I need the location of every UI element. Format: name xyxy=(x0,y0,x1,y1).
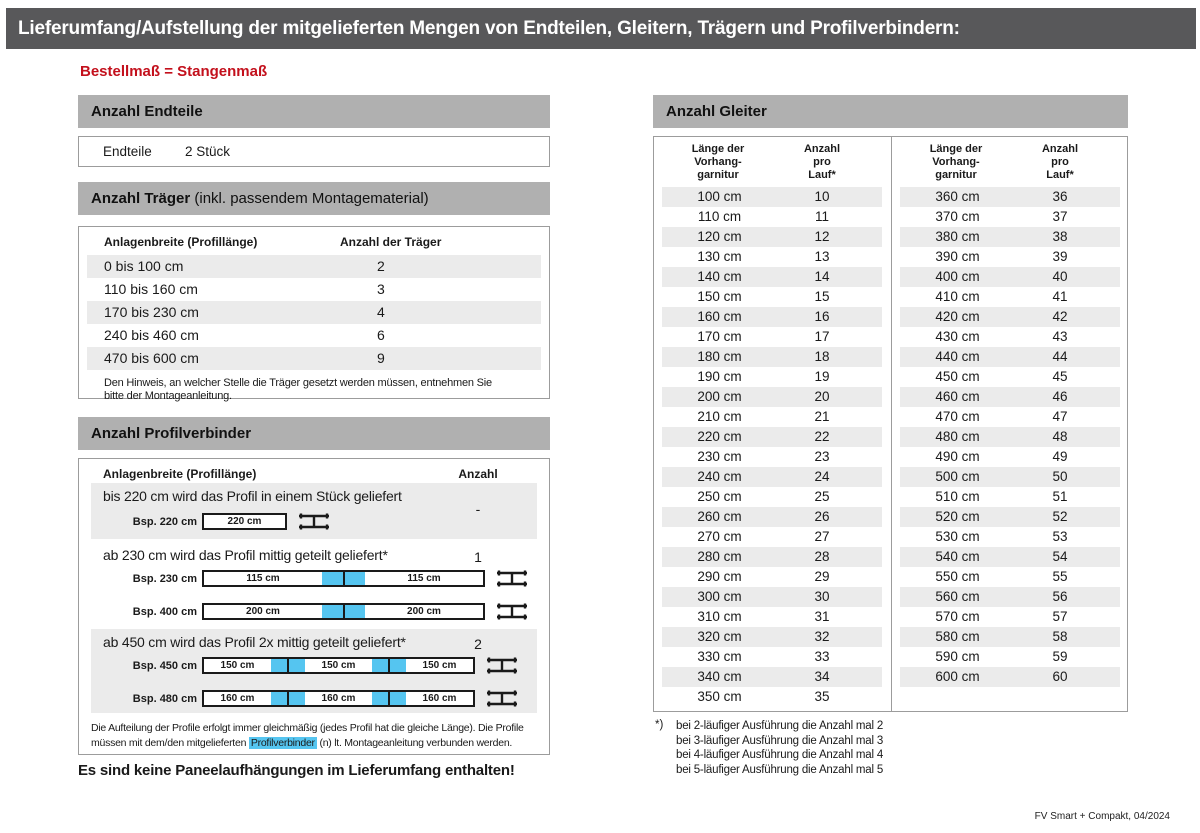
gleiter-count-cell: 37 xyxy=(1052,209,1068,224)
profile-segment: 220 cm xyxy=(227,516,262,527)
gleiter-length-cell: 330 cm xyxy=(697,649,742,664)
table-row xyxy=(662,247,882,267)
gleiter-footnotes xyxy=(676,719,883,777)
pv-block-count: - xyxy=(475,501,481,517)
example-label: Bsp. 400 cm xyxy=(132,605,197,618)
table-row xyxy=(900,267,1120,287)
table-row xyxy=(662,187,882,207)
gleiter-count-cell: 25 xyxy=(814,489,830,504)
no-paneel-note: Es sind keine Paneelaufhängungen im Lieferumfang enthalten! xyxy=(78,762,515,779)
gleiter-count-cell: 13 xyxy=(814,249,830,264)
gleiter-length-cell: 200 cm xyxy=(697,389,742,404)
table-row xyxy=(900,367,1120,387)
gleiter-count-cell: 27 xyxy=(814,529,830,544)
gleiter-count-cell: 11 xyxy=(814,209,829,224)
table-row xyxy=(900,327,1120,347)
gleiter-length-cell: 340 cm xyxy=(697,669,742,684)
gleiter-count-cell: 45 xyxy=(1052,369,1068,384)
gleiter-table-left-half xyxy=(654,137,890,711)
endteile-box xyxy=(78,136,550,167)
table-row xyxy=(900,527,1120,547)
gleiter-length-cell: 270 cm xyxy=(697,529,742,544)
gleiter-count-cell: 53 xyxy=(1052,529,1068,544)
gleiter-count-cell: 48 xyxy=(1052,429,1068,444)
table-row xyxy=(662,267,882,287)
gleiter-count-cell: 18 xyxy=(814,349,830,364)
table-row xyxy=(87,278,541,301)
gleiter-length-cell: 410 cm xyxy=(935,289,980,304)
gleiter-count-cell: 12 xyxy=(814,229,830,244)
profilverbinder-note xyxy=(87,721,543,751)
footnote-marker: *) xyxy=(655,719,664,731)
table-row xyxy=(900,607,1120,627)
pv-block-count: 1 xyxy=(474,549,482,565)
pv-block-text: ab 230 cm wird das Profil mittig geteilt geliefert* xyxy=(103,547,388,563)
table-row xyxy=(662,607,882,627)
profile-connector-marker xyxy=(271,659,305,672)
gleiter-length-cell: 100 cm xyxy=(697,189,742,204)
table-row xyxy=(662,427,882,447)
gleiter-length-cell: 110 cm xyxy=(697,209,742,224)
endteile-value: 2 Stück xyxy=(185,144,231,159)
page-title-bar xyxy=(6,8,1196,49)
gleiter-count-cell: 16 xyxy=(814,309,830,324)
table-row xyxy=(900,567,1120,587)
gleiter-length-cell: 540 cm xyxy=(935,549,980,564)
table-row xyxy=(900,627,1120,647)
table-row xyxy=(662,327,882,347)
gleiter-length-cell: 220 cm xyxy=(697,429,742,444)
table-row xyxy=(900,447,1120,467)
gleiter-count-cell: 39 xyxy=(1052,249,1068,264)
pv-note-text-1: Die Aufteilung der Profile erfolgt immer gleichmäßig (jedes Profil hat die gleiche Länge). Die Profile müssen mit dem/den mitgelieferten xyxy=(91,722,524,749)
pv-block-from-450 xyxy=(91,629,537,713)
table-row xyxy=(900,467,1120,487)
gleiter-length-cell: 210 cm xyxy=(697,409,742,424)
rail-profile-icon xyxy=(297,512,331,531)
gleiter-length-cell: 160 cm xyxy=(697,309,742,324)
table-row xyxy=(900,307,1120,327)
gleiter-count-cell: 29 xyxy=(814,569,830,584)
gleiter-count-cell: 24 xyxy=(814,469,830,484)
gleiter-length-cell: 470 cm xyxy=(935,409,980,424)
footnote-line: bei 3-läufiger Ausführung die Anzahl mal 3 xyxy=(676,734,884,747)
table-row xyxy=(900,407,1120,427)
gleiter-count-cell: 35 xyxy=(814,689,830,704)
pv-block-count: 2 xyxy=(474,636,482,652)
rail-profile-icon xyxy=(495,569,529,588)
gleiter-length-cell: 230 cm xyxy=(697,449,742,464)
gleiter-length-cell: 360 cm xyxy=(935,189,980,204)
gleiter-count-cell: 28 xyxy=(814,549,830,564)
gleiter-length-cell: 550 cm xyxy=(935,569,980,584)
gleiter-length-cell: 180 cm xyxy=(697,349,742,364)
table-row xyxy=(662,667,882,687)
profile-bar-diagram xyxy=(202,690,475,707)
pv-block-text: bis 220 cm wird das Profil in einem Stück geliefert xyxy=(103,488,402,504)
footnote-line: bei 2-läufiger Ausführung die Anzahl mal 2 xyxy=(676,720,884,732)
profile-segment: 150 cm xyxy=(422,660,457,671)
section-header-traeger-suffix: (inkl. passendem Montagematerial) xyxy=(190,190,429,207)
profile-segment: 150 cm xyxy=(220,660,255,671)
gleiter-count-cell: 47 xyxy=(1052,409,1068,424)
gleiter-count-cell: 20 xyxy=(814,389,830,404)
gleiter-col1-header: Länge der Vorhang- garnitur xyxy=(691,143,745,181)
rail-profile-icon xyxy=(495,602,529,621)
table-row xyxy=(662,347,882,367)
gleiter-length-cell: 310 cm xyxy=(697,609,742,624)
section-header-traeger-label: Anzahl Träger xyxy=(91,190,191,207)
rail-profile-icon xyxy=(485,656,519,675)
traeger-col1-header: Anlagenbreite (Profillänge) xyxy=(104,235,258,249)
table-row xyxy=(900,227,1120,247)
gleiter-length-cell: 490 cm xyxy=(935,449,980,464)
order-measure-note: Bestellmaß = Stangenmaß xyxy=(80,63,268,80)
profile-segment: 150 cm xyxy=(321,660,356,671)
gleiter-length-cell: 530 cm xyxy=(935,529,980,544)
profile-example-row xyxy=(91,569,537,588)
section-header-gleiter xyxy=(653,95,1128,128)
gleiter-length-cell: 170 cm xyxy=(697,329,742,344)
table-row xyxy=(87,347,541,370)
endteile-label: Endteile xyxy=(103,144,152,159)
gleiter-count-cell: 34 xyxy=(814,669,830,684)
table-row xyxy=(662,647,882,667)
gleiter-length-cell: 440 cm xyxy=(935,349,980,364)
section-header-endteile xyxy=(78,95,550,128)
traeger-count-cell: 2 xyxy=(377,258,385,274)
table-row xyxy=(900,427,1120,447)
gleiter-col1-header: Länge der Vorhang- garnitur xyxy=(929,143,983,181)
gleiter-length-cell: 400 cm xyxy=(935,269,980,284)
gleiter-length-cell: 450 cm xyxy=(935,369,980,384)
gleiter-count-cell: 32 xyxy=(814,629,830,644)
gleiter-length-cell: 140 cm xyxy=(697,269,742,284)
table-row xyxy=(662,567,882,587)
gleiter-count-cell: 14 xyxy=(814,269,830,284)
profile-segment: 115 cm xyxy=(246,573,280,584)
gleiter-count-cell: 10 xyxy=(814,189,830,204)
gleiter-count-cell: 58 xyxy=(1052,629,1068,644)
table-row xyxy=(662,447,882,467)
profile-segment: 115 cm xyxy=(407,573,441,584)
table-row xyxy=(662,367,882,387)
gleiter-count-cell: 57 xyxy=(1052,609,1068,624)
traeger-range-cell: 470 bis 600 cm xyxy=(104,350,199,366)
table-row xyxy=(900,507,1120,527)
table-row xyxy=(662,587,882,607)
gleiter-count-cell: 42 xyxy=(1052,309,1068,324)
traeger-rows xyxy=(79,255,549,370)
gleiter-col2-header: Anzahl pro Lauf* xyxy=(803,143,841,181)
gleiter-table xyxy=(653,136,1128,712)
gleiter-length-cell: 380 cm xyxy=(935,229,980,244)
profile-segment: 160 cm xyxy=(220,693,255,704)
gleiter-rows-right xyxy=(892,187,1128,687)
profile-segment: 160 cm xyxy=(422,693,457,704)
traeger-range-cell: 240 bis 460 cm xyxy=(104,327,199,343)
gleiter-count-cell: 52 xyxy=(1052,509,1068,524)
gleiter-count-cell: 59 xyxy=(1052,649,1068,664)
gleiter-count-cell: 40 xyxy=(1052,269,1068,284)
table-row xyxy=(662,287,882,307)
table-row xyxy=(900,487,1120,507)
table-row xyxy=(662,407,882,427)
gleiter-length-cell: 520 cm xyxy=(935,509,980,524)
profilverbinder-table-header xyxy=(79,459,549,483)
gleiter-count-cell: 56 xyxy=(1052,589,1068,604)
gleiter-length-cell: 350 cm xyxy=(697,689,742,704)
gleiter-count-cell: 51 xyxy=(1052,489,1068,504)
gleiter-length-cell: 120 cm xyxy=(697,229,742,244)
gleiter-count-cell: 30 xyxy=(814,589,830,604)
traeger-range-cell: 110 bis 160 cm xyxy=(104,281,198,297)
table-row xyxy=(662,467,882,487)
pv-col2-header: Anzahl xyxy=(458,467,498,481)
pv-note-text-2: (n) lt. Montageanleitung verbunden werden. xyxy=(316,737,513,749)
gleiter-length-cell: 370 cm xyxy=(935,209,980,224)
gleiter-length-cell: 500 cm xyxy=(935,469,980,484)
profile-segment: 200 cm xyxy=(407,606,441,617)
gleiter-count-cell: 55 xyxy=(1052,569,1068,584)
gleiter-length-cell: 150 cm xyxy=(697,289,742,304)
gleiter-count-cell: 33 xyxy=(814,649,830,664)
table-row xyxy=(900,587,1120,607)
section-header-endteile-label: Anzahl Endteile xyxy=(91,103,203,120)
gleiter-length-cell: 320 cm xyxy=(697,629,742,644)
traeger-count-cell: 9 xyxy=(377,350,385,366)
table-row xyxy=(662,487,882,507)
profile-bar-diagram xyxy=(202,603,485,620)
table-row xyxy=(662,387,882,407)
profile-bar-diagram xyxy=(202,513,287,530)
pv-block-up-to-220 xyxy=(91,483,537,539)
gleiter-header-right xyxy=(892,137,1128,187)
gleiter-length-cell: 240 cm xyxy=(697,469,742,484)
gleiter-length-cell: 480 cm xyxy=(935,429,980,444)
gleiter-count-cell: 46 xyxy=(1052,389,1068,404)
gleiter-length-cell: 430 cm xyxy=(935,329,980,344)
gleiter-length-cell: 190 cm xyxy=(697,369,742,384)
example-label: Bsp. 480 cm xyxy=(132,692,197,705)
table-row xyxy=(662,207,882,227)
profilverbinder-table xyxy=(78,458,550,755)
gleiter-count-cell: 31 xyxy=(814,609,830,624)
gleiter-count-cell: 49 xyxy=(1052,449,1068,464)
example-label: Bsp. 450 cm xyxy=(132,659,197,672)
section-header-traeger xyxy=(78,182,550,215)
profile-connector-marker xyxy=(372,659,406,672)
gleiter-count-cell: 38 xyxy=(1052,229,1068,244)
table-row xyxy=(662,547,882,567)
traeger-note: Den Hinweis, an welcher Stelle die Träger gesetzt werden müssen, entnehmen Sie bitte der Montageanleitung. xyxy=(104,377,492,402)
footnote-line: bei 4-läufiger Ausführung die Anzahl mal 4 xyxy=(676,749,884,761)
table-row xyxy=(662,627,882,647)
gleiter-count-cell: 15 xyxy=(814,289,830,304)
pv-block-from-230 xyxy=(91,542,537,626)
profile-bar-diagram xyxy=(202,570,485,587)
traeger-range-cell: 170 bis 230 cm xyxy=(104,304,199,320)
gleiter-count-cell: 54 xyxy=(1052,549,1068,564)
gleiter-length-cell: 580 cm xyxy=(935,629,980,644)
gleiter-count-cell: 22 xyxy=(814,429,830,444)
gleiter-count-cell: 44 xyxy=(1052,349,1068,364)
table-row xyxy=(900,247,1120,267)
gleiter-count-cell: 26 xyxy=(814,509,830,524)
page-title: Lieferumfang/Aufstellung der mitgelieferten Mengen von Endteilen, Gleitern, Trägern und Profilverbindern: xyxy=(18,18,960,39)
table-row xyxy=(900,347,1120,367)
gleiter-length-cell: 510 cm xyxy=(935,489,980,504)
gleiter-count-cell: 60 xyxy=(1052,669,1068,684)
table-row xyxy=(662,507,882,527)
profile-example-row xyxy=(91,689,537,708)
profile-example-row xyxy=(91,656,537,675)
gleiter-length-cell: 280 cm xyxy=(697,549,742,564)
table-row xyxy=(87,255,541,278)
gleiter-length-cell: 570 cm xyxy=(935,609,980,624)
gleiter-length-cell: 260 cm xyxy=(697,509,742,524)
gleiter-length-cell: 420 cm xyxy=(935,309,980,324)
gleiter-length-cell: 600 cm xyxy=(935,669,980,684)
gleiter-col2-header: Anzahl pro Lauf* xyxy=(1041,143,1079,181)
gleiter-length-cell: 290 cm xyxy=(697,569,742,584)
gleiter-length-cell: 250 cm xyxy=(697,489,742,504)
gleiter-header-left xyxy=(654,137,890,187)
pv-block-text: ab 450 cm wird das Profil 2x mittig geteilt geliefert* xyxy=(103,634,406,650)
gleiter-count-cell: 43 xyxy=(1052,329,1068,344)
profile-example-row xyxy=(91,602,537,621)
traeger-count-cell: 3 xyxy=(377,281,385,297)
gleiter-length-cell: 590 cm xyxy=(935,649,980,664)
traeger-count-cell: 6 xyxy=(377,327,385,343)
gleiter-count-cell: 23 xyxy=(814,449,830,464)
gleiter-count-cell: 21 xyxy=(814,409,830,424)
gleiter-count-cell: 19 xyxy=(814,369,830,384)
section-header-gleiter-label: Anzahl Gleiter xyxy=(666,103,767,120)
table-row xyxy=(662,527,882,547)
table-row xyxy=(900,547,1120,567)
table-row xyxy=(900,647,1120,667)
gleiter-table-right-half xyxy=(891,137,1128,711)
profile-connector-marker xyxy=(372,692,406,705)
pv-col1-header: Anlagenbreite (Profillänge) xyxy=(103,467,257,481)
gleiter-count-cell: 36 xyxy=(1052,189,1068,204)
profile-connector-marker xyxy=(322,605,365,618)
gleiter-count-cell: 50 xyxy=(1052,469,1068,484)
table-row xyxy=(662,307,882,327)
gleiter-count-cell: 17 xyxy=(814,329,830,344)
pv-note-highlight: Profilverbinder xyxy=(250,737,315,749)
profile-bar-diagram xyxy=(202,657,475,674)
document-footer: FV Smart + Compakt, 04/2024 xyxy=(1034,811,1170,822)
section-header-profilverbinder xyxy=(78,417,550,450)
table-row xyxy=(662,227,882,247)
traeger-range-cell: 0 bis 100 cm xyxy=(104,258,184,274)
profile-segment: 200 cm xyxy=(246,606,280,617)
rail-profile-icon xyxy=(485,689,519,708)
traeger-col2-header: Anzahl der Träger xyxy=(340,235,442,249)
gleiter-length-cell: 300 cm xyxy=(697,589,742,604)
profile-connector-marker xyxy=(271,692,305,705)
traeger-count-cell: 4 xyxy=(377,304,385,320)
gleiter-length-cell: 460 cm xyxy=(935,389,980,404)
example-label: Bsp. 230 cm xyxy=(132,572,197,585)
profile-connector-marker xyxy=(322,572,365,585)
gleiter-length-cell: 560 cm xyxy=(935,589,980,604)
example-label: Bsp. 220 cm xyxy=(132,515,197,528)
footnote-line: bei 5-läufiger Ausführung die Anzahl mal 5 xyxy=(676,763,884,776)
table-row xyxy=(900,387,1120,407)
table-row xyxy=(87,324,541,347)
traeger-table-header xyxy=(87,227,541,255)
table-row xyxy=(900,207,1120,227)
gleiter-length-cell: 130 cm xyxy=(697,249,742,264)
gleiter-length-cell: 390 cm xyxy=(935,249,980,264)
table-row xyxy=(900,187,1120,207)
traeger-table xyxy=(78,226,550,402)
table-row xyxy=(900,667,1120,687)
gleiter-count-cell: 41 xyxy=(1052,289,1068,304)
table-row xyxy=(900,287,1120,307)
section-header-profilverbinder-label: Anzahl Profilverbinder xyxy=(91,425,252,442)
gleiter-rows-left xyxy=(654,187,890,707)
table-row xyxy=(662,687,882,707)
table-row xyxy=(87,301,541,324)
profile-segment: 160 cm xyxy=(321,693,356,704)
